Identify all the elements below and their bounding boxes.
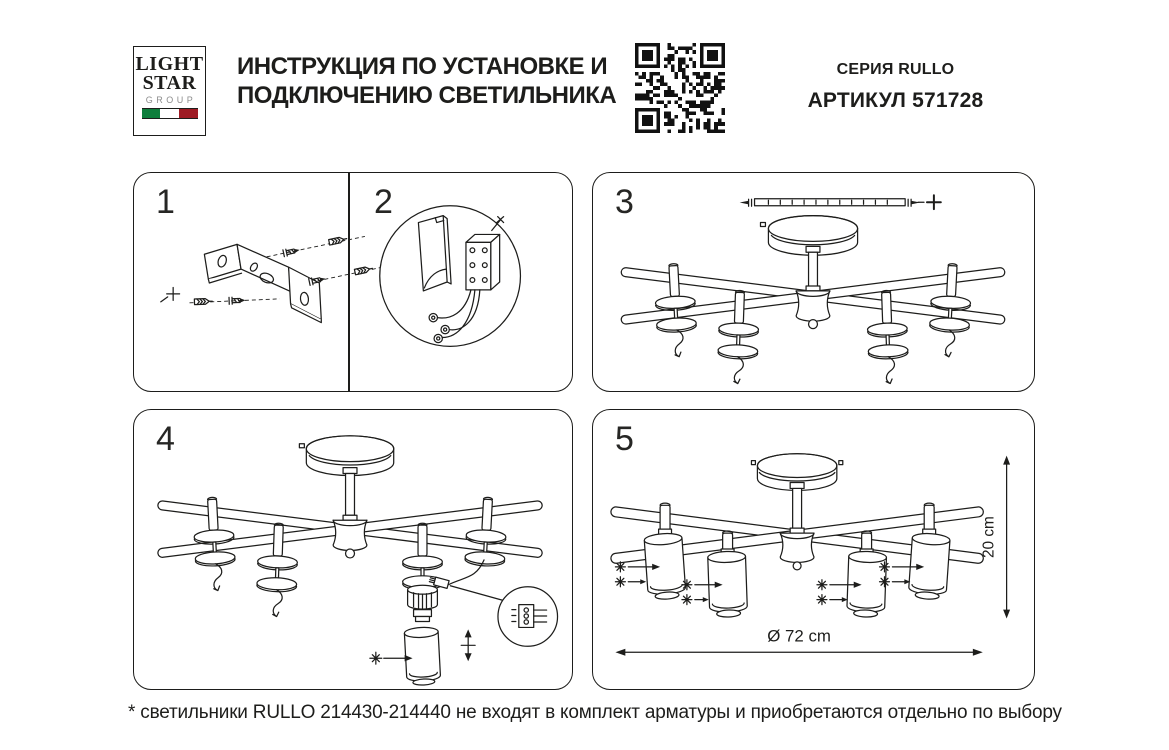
wall-anchor-icon [194,298,212,304]
step-panel-5 [592,409,1035,690]
height-dimension [981,456,1010,619]
footnote: * светильники RULLO 214430-214440 не входят в комплект арматуры и приобретаются отдельно по выбору [128,702,1062,723]
screw-cross-icon [918,195,941,209]
lightstar-logo [133,46,206,136]
step-3-drawing [593,173,1034,391]
flag-green [142,109,161,118]
page-title [237,52,616,110]
step-number-3: 3 [615,183,634,221]
logo-text-group: GROUP [145,95,197,105]
step-number-4: 4 [156,420,175,458]
asterisk-marker [370,652,382,664]
step-number-1: 1 [156,183,175,221]
step-4-drawing [134,410,572,689]
product-info [798,61,993,113]
terminal-detail-circle [498,587,558,647]
article-label: АРТИКУЛ 571728 [807,89,984,112]
lamp-socket [408,585,438,621]
italian-flag-bar [142,108,198,119]
wiring-detail-circle [380,206,521,347]
screwdriver-cross-icon [161,287,180,301]
step-5-drawing [593,410,1034,689]
step-1-2-drawing [134,173,572,391]
stem-and-hub [333,468,367,558]
screw-icon [229,297,246,305]
screw-axis-line [260,236,365,258]
qr-code [635,42,725,134]
title-line-1: ИНСТРУКЦИЯ ПО УСТАНОВКЕ И [237,53,608,80]
screw-icon [283,246,300,256]
stem-and-hub [796,246,830,328]
bracket-diagram [161,236,383,323]
mounting-rail [740,195,941,209]
step-number-5: 5 [615,420,634,458]
move-arrow-icon [461,629,475,661]
flag-red [179,109,198,118]
diameter-dimension [615,626,982,655]
step-panel-3 [592,172,1035,392]
step-panel-4 [133,409,573,690]
wall-anchor-icon [354,266,373,275]
shade-cylinder [404,627,441,686]
flag-white [160,109,179,118]
series-label: СЕРИЯ RULLO [836,61,955,78]
logo-text-star: STAR [142,72,197,94]
logo-text-light: LIGHT [135,53,204,75]
step-panel-1-2 [133,172,573,392]
stem-and-hub [780,482,814,569]
height-dimension-label: 20 cm [980,516,998,559]
diameter-dimension-label: Ø 72 cm [767,626,831,646]
title-line-2: ПОДКЛЮЧЕНИЮ СВЕТИЛЬНИКА [237,82,617,109]
step-number-2: 2 [374,183,393,221]
